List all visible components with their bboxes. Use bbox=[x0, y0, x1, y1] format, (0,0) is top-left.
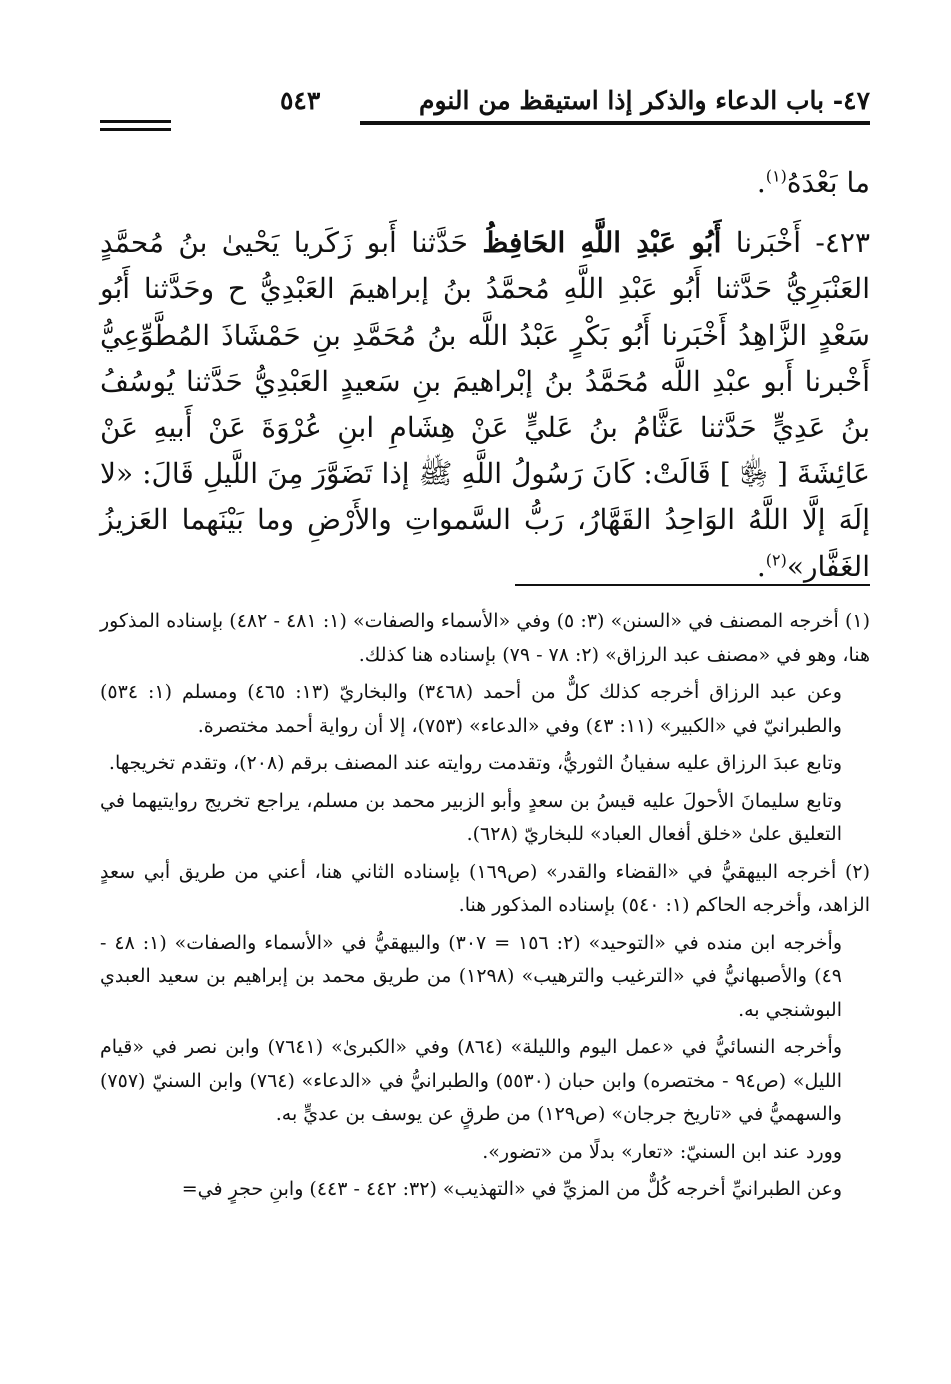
footnote-2-para: وأخرجه النسائيُّ في «عمل اليوم والليلة» (٨٦٤) وفي «الكبرىٰ» (٧٦٤١) وابن نصر في «قيام الليل» (ص٩٤ - مختصره) وابن حبان (٥٥٣٠) والطبرانيُّ في «الدعاء» (٧٦٤) وابن السنيّ (٧٥٧) والسهميُّ في «تاريخ جرجان» (ص١٢٩) من طرقٍ عن يوسف بن عديٍّ به. bbox=[100, 1036, 842, 1125]
hadith-opening: أَخْبَرنا bbox=[735, 226, 802, 260]
page-number: ٥٤٣ bbox=[280, 86, 321, 115]
footnote-2: (٢) أخرجه البيهقيُّ في «القضاء والقدر» (ص١٦٩) بإسناده الثاني هنا، أعني من طريق أبي سعدٍ الزاهد، وأخرجه الحاكم (١: ٥٤٠) بإسناده المذكور هنا. bbox=[100, 860, 870, 916]
continuation-line bbox=[100, 160, 870, 206]
header-rule-left-top bbox=[100, 120, 171, 123]
footnote-2-para: وأخرجه ابن منده في «التوحيد» (٢: ١٥٦ = ٣٠٧) والبيهقيُّ في «الأسماء والصفات» (١: ٤٨ - ٤٩) والأصبهانيُّ في «الترغيب والترهيب» (١٢٩٨) من طريق محمد بن إبراهيم بن سعيد العبدي البوشنجي به. bbox=[100, 931, 843, 1021]
footnote-1-para: وتابع سليمانَ الأحولَ عليه قيسُ بن سعدٍ وأبو الزبير محمد بن مسلم، يراجع تخريج روايتيهما في التعليق علىٰ «خلق أفعال العباد» للبخاريّ (٦٢٨). bbox=[100, 789, 842, 845]
main-text bbox=[100, 160, 870, 590]
header-rule-left-bottom bbox=[100, 128, 171, 131]
footnote-separator bbox=[515, 584, 870, 586]
continuation-text: ما بَعْدَهُ bbox=[786, 166, 870, 199]
footnote-1-para: وعن عبد الرزاق أخرجه كذلك كلٌّ من أحمد (٣٤٦٨) والبخاريّ (١٣: ٤٦٥) ومسلم (١: ٥٣٤) والطبرانيّ في «الكبير» (١١: ٤٣) وفي «الدعاء» (٧٥٣)، إلا أن رواية أحمد مختصرة. bbox=[100, 681, 842, 737]
hadith-end: . bbox=[756, 549, 766, 583]
hadith-number: ٤٢٣- bbox=[815, 226, 871, 260]
page-header bbox=[100, 86, 870, 122]
footnotes bbox=[100, 605, 870, 1211]
footnote-1-para: وتابع عبدَ الرزاق عليه سفيانُ الثوريُّ، وتقدمت روايته عند المصنف برقم (٢٠٨)، وتقدم تخريجها. bbox=[108, 752, 842, 774]
header-rule bbox=[360, 121, 870, 125]
hadith-paragraph bbox=[100, 220, 870, 590]
footnote-ref-2: (٢) bbox=[765, 550, 787, 570]
footnote-1: (١) أخرجه المصنف في «السنن» (٣: ٥) وفي «الأسماء والصفات» (١: ٤٨١ - ٤٨٢) بإسناده المذكور هنا، وهو في «مصنف عبد الرزاق» (٢: ٧٨ - ٧٩) بإسناده هنا كذلك. bbox=[100, 610, 870, 666]
footnote-2-para: وعن الطبرانيِّ أخرجه كُلٌّ من المزيِّ في «التهذيب» (٣٢: ٤٤٢ - ٤٤٣) وابنِ حجرٍ في= bbox=[181, 1178, 842, 1200]
hadith-body: حَدَّثنا أَبو زَكَريا يَحْيىٰ بنُ مُحمَّدٍ العَنْبَرِيُّ حَدَّثنا أَبُو عَبْدِ اللَّهِ مُحمَّدُ بنُ إبراهيمَ العَبْدِيُّ ح وحَدَّثنا أَبُو سَعْدٍ الزَّاهِدُ أَخْبَرنا أَبُو بَكْرٍ عَبْدُ اللَّه بنُ مُحَمَّدِ بنِ حَمْشَاذَ المُطَّوِّعِيُّ أَخْبرنا أَبو عبْدِ اللَّه مُحَمَّدُ بنُ إبْراهيمَ بنِ سَعيدٍ العَبْدِيُّ حَدَّثنا يُوسُفُ بنُ عَدِيٍّ حَدَّثنا عَثَّامُ بنُ عَليٍّ عَنْ هِشَامِ ابنِ عُرْوَةَ عَنْ أَبيهِ عَنْ عَائِشَةَ [ ﵂ ] قَالَتْ: كَانَ رَسُولُ اللَّهِ ﷺ إذا تَضَوَّرَ مِنَ اللَّيلِ قَالَ: «لا إلَهَ إلَّا اللَّهُ الوَاحِدُ القَهَّارُ، رَبُّ السَّمواتِ والأَرْضِ وما بَيْنَهما العَزيزُ الغَفَّار» bbox=[100, 226, 870, 583]
hadith-narrator-bold: أَبُو عَبْدِ اللَّهِ الحَافِظُ bbox=[482, 226, 722, 260]
continuation-end: . bbox=[756, 166, 766, 199]
footnote-ref-1: (١) bbox=[765, 166, 787, 186]
chapter-title: ٤٧- باب الدعاء والذكر إذا استيقظ من النوم bbox=[418, 86, 870, 115]
footnote-2-para: وورد عند ابن السنيّ: «تعار» بدلًا من «تضور». bbox=[482, 1140, 842, 1163]
